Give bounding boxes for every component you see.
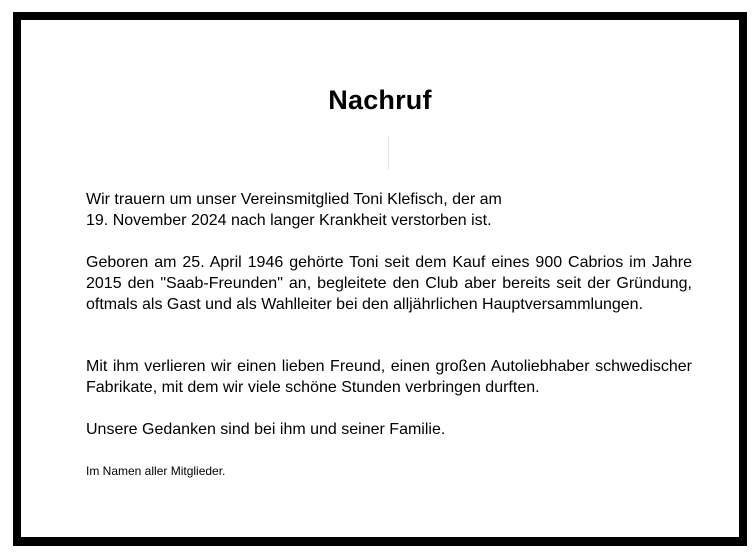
paragraph-tribute: Mit ihm verlieren wir einen lieben Freund, einen großen Autoliebhaber schwedischer Fabrikate, mit dem wir viele schöne Stunden verbringen durften. xyxy=(86,358,692,396)
obituary-title: Nachruf xyxy=(328,85,432,115)
announcement-line-1: Wir trauern um unser Vereinsmitglied Toni Klefisch, der am xyxy=(86,191,502,208)
paragraph-announcement xyxy=(86,189,692,231)
paragraph-condolence: Unsere Gedanken sind bei ihm und seiner Familie. xyxy=(86,421,446,438)
announcement-line-2: 19. November 2024 nach langer Krankheit verstorben ist. xyxy=(86,212,492,229)
paragraph-biography: Geboren am 25. April 1946 gehörte Toni seit dem Kauf eines 900 Cabrios im Jahre 2015 den "Saab-Freunden" an, begleitete den Club aber bereits seit der Gründung, oftmals als Gast und als Wahlleiter bei den alljährlichen Hauptversammlungen. xyxy=(86,254,692,313)
title-divider xyxy=(388,136,389,170)
signature-line: Im Namen aller Mitglieder. xyxy=(86,464,226,478)
obituary-frame xyxy=(13,12,747,546)
